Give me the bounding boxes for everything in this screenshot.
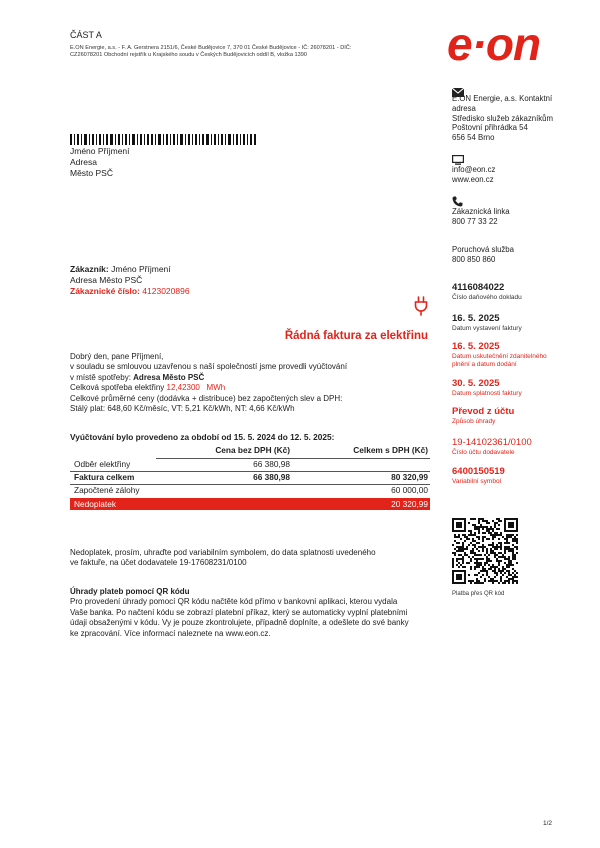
due-date: 30. 5. 2025 — [452, 378, 500, 389]
payment-method: Převod z účtu — [452, 406, 515, 417]
qr-section — [70, 587, 409, 639]
web-link[interactable]: www.eon.cz — [452, 174, 494, 184]
email-link[interactable]: info@eon.cz — [452, 165, 496, 174]
qr-section-line-1: Pro provedení úhrady pomocí QR kódu načtěte kód přímo v bankovní aplikaci, kterou vydala — [70, 597, 398, 607]
page-number: 1/2 — [543, 820, 553, 827]
web-contacts — [452, 165, 495, 185]
table-header — [70, 445, 430, 456]
payment-method-label: Způsob úhrady — [452, 418, 496, 425]
contact-line: Poštovní přihrádka 54 — [452, 123, 528, 133]
due-date-block — [452, 378, 522, 398]
body-line-2 — [70, 373, 347, 383]
variable-symbol: 6400150519 — [452, 466, 505, 477]
hotline-label: Zákaznická linka — [452, 207, 510, 216]
recipient-city: Město PSČ — [70, 168, 113, 178]
section-title: ČÁST A — [70, 30, 102, 40]
customer-label: Zákazník: — [70, 264, 109, 274]
fault-number: 800 850 860 — [452, 254, 496, 264]
greeting: Dobrý den, pane Příjmení, — [70, 352, 164, 361]
supplier-account-block — [452, 437, 532, 457]
taxable-date-block — [452, 341, 547, 369]
payment-method-block — [452, 406, 514, 426]
supplier-account: 19-14102361/0100 — [452, 437, 532, 448]
hotline — [452, 207, 510, 227]
issue-date: 16. 5. 2025 — [452, 313, 500, 324]
barcode — [70, 132, 256, 143]
customer-address: Adresa Město PSČ — [70, 275, 143, 286]
qr-section-line-2: Vaše banka. Po načtení kódu se zobrazí platební příkaz, který se automaticky vyplní platebními — [70, 607, 408, 617]
fault-service — [452, 245, 514, 265]
total-consumption-value: 12,42300 MWh — [166, 383, 226, 393]
row-without-vat: 66 380,98 — [253, 472, 290, 482]
col-without-vat: Cena bez DPH (Kč) — [215, 445, 290, 455]
body-line-3 — [70, 383, 347, 393]
qr-section-line-4: ke zpracování. Více informací naleznete na www.eon.cz. — [70, 628, 271, 638]
taxable-date-label-1: Datum uskutečnění zdanitelného — [452, 353, 547, 360]
body-line-1: v souladu se smlouvou uzavřenou s naší společností jsme provedli vyúčtování — [70, 362, 348, 372]
tax-doc-label: Číslo daňového dokladu — [452, 294, 522, 301]
qr-section-line-3: údaji obsaženými v kódu. Vy je pouze zkontrolujete, případně doplníte, a odešlete do své banky — [70, 618, 409, 628]
tax-document — [452, 282, 522, 302]
customer-block — [70, 264, 190, 298]
body-text — [70, 352, 347, 414]
recipient-name: Jméno Příjmení — [70, 146, 130, 156]
taxable-date-label-2: plnění a datum dodání — [452, 361, 517, 368]
contact-line: 656 54 Brno — [452, 133, 495, 143]
payment-note-line-1: Nedoplatek, prosím, uhraďte pod variabilním symbolem, do data splatnosti uvedeného — [70, 548, 376, 557]
invoice-title: Řádná faktura za elektřinu — [284, 330, 428, 342]
recipient-block — [70, 146, 130, 179]
eon-logo-graphic — [447, 22, 571, 68]
row-with-vat: 60 000,00 — [391, 485, 428, 495]
contact-line: E.ON Energie, a.s. Kontaktní — [452, 94, 553, 103]
table-row — [70, 485, 430, 496]
customer-number: 4123020896 — [142, 286, 190, 297]
taxable-date: 16. 5. 2025 — [452, 341, 500, 352]
issue-date-block — [452, 313, 522, 333]
billing-period: Vyúčtování bylo provedeno za období od 15. 5. 2024 do 12. 5. 2025: — [70, 432, 335, 442]
customer-line — [70, 264, 190, 275]
variable-symbol-label: Variabilní symbol — [452, 478, 502, 485]
fault-label: Poruchová služba — [452, 245, 514, 254]
qr-caption: Platba přes QR kód — [452, 591, 505, 597]
consumption-place-label: v místě spotřeby: — [70, 372, 131, 382]
hotline-number: 800 77 33 22 — [452, 216, 498, 226]
row-with-vat: 20 320,99 — [391, 499, 428, 509]
supplier-account-label: Číslo účtu dodavatele — [452, 449, 515, 456]
table-row — [70, 459, 430, 470]
contact-address — [452, 94, 553, 143]
contact-line: Středisko služeb zákazníkům — [452, 113, 553, 123]
body-line-4: Celkové průměrné ceny (dodávka + distribuce) bez započtených slev a DPH: — [70, 393, 343, 403]
body-line-5: Stálý plat: 648,60 Kč/měsíc, VT: 5,21 Kč/kWh, NT: 4,66 Kč/kWh — [70, 404, 295, 414]
table-row-underpayment — [70, 498, 430, 510]
tax-doc-number: 4116084022 — [452, 282, 505, 293]
payment-note — [70, 548, 376, 569]
row-label: Započtené zálohy — [74, 485, 140, 495]
payment-note-line-2: ve faktuře, na účet dodavatele 19-17608231/0100 — [70, 558, 247, 568]
company-info-line-1: E.ON Energie, a.s. - F. A. Gerstnera 2151/6, České Budějovice 7, 370 01 České Budějovice - IČ: 26078201 - DIČ: — [70, 45, 352, 51]
contact-line: adresa — [452, 103, 476, 113]
qr-section-title: Úhrady plateb pomocí QR kódu — [70, 587, 190, 596]
due-date-label: Datum splatnosti faktury — [452, 390, 522, 397]
col-with-vat: Celkem s DPH (Kč) — [353, 445, 428, 455]
customer-number-line — [70, 286, 190, 297]
customer-name: Jméno Příjmení — [111, 264, 171, 274]
company-info-line-2: CZ26078201 Obchodní rejstřík u Krajského soudu v Českých Budějovicích oddíl B, vložka 1390 — [70, 52, 307, 58]
row-without-vat: 66 380,98 — [253, 459, 290, 469]
plug-icon — [413, 296, 429, 316]
consumption-place: Adresa Město PSČ — [133, 372, 205, 382]
eon-logo-text: e·on — [447, 22, 541, 68]
customer-number-label: Zákaznické číslo: — [70, 286, 140, 297]
row-with-vat: 80 320,99 — [391, 472, 428, 482]
barcode-graphic — [70, 134, 256, 145]
row-label: Faktura celkem — [74, 472, 135, 482]
qr-code — [452, 518, 518, 584]
row-label: Odběr elektřiny — [74, 459, 131, 469]
issue-date-label: Datum vystavení faktury — [452, 325, 522, 332]
eon-logo — [447, 22, 571, 68]
qr-code-graphic — [452, 518, 518, 584]
recipient-address: Adresa — [70, 157, 97, 167]
table-row — [70, 472, 430, 483]
row-label: Nedoplatek — [74, 499, 116, 509]
total-consumption-label: Celková spotřeba elektřiny — [70, 383, 165, 393]
variable-symbol-block — [452, 466, 505, 486]
